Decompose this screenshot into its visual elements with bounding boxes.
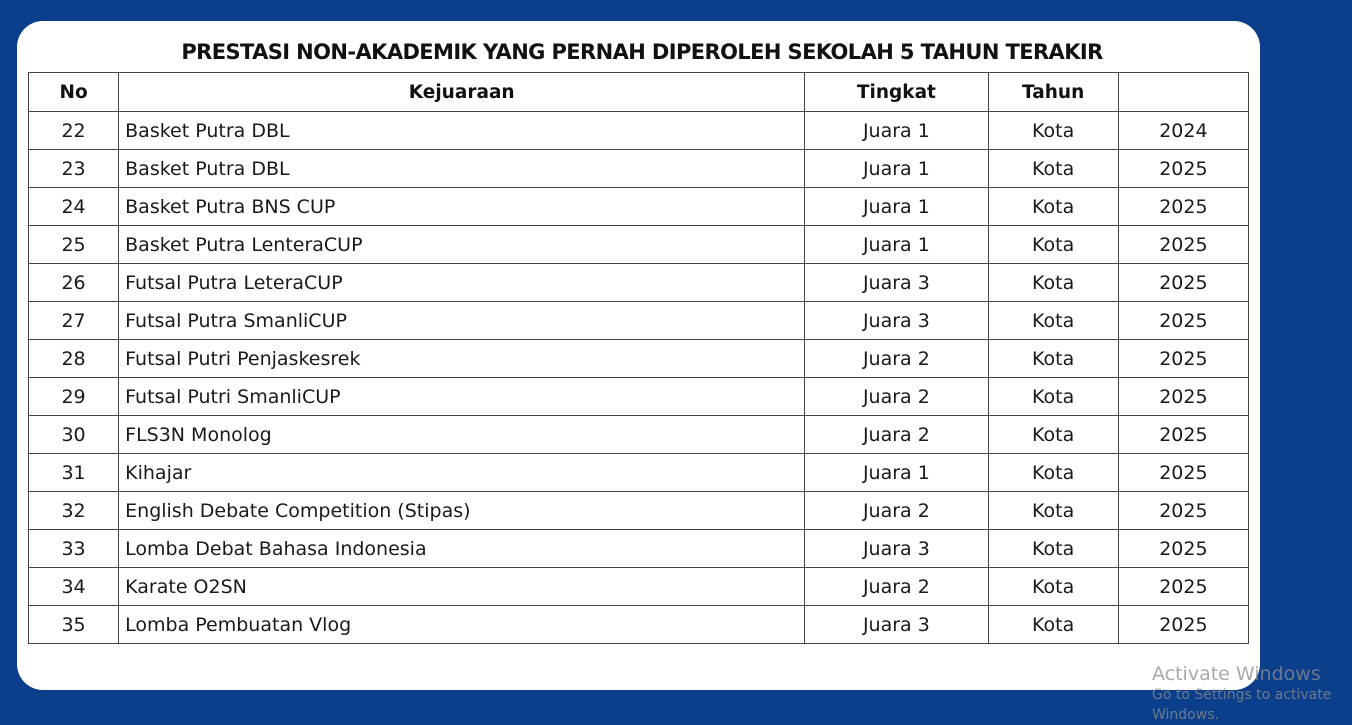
cell-tahun: 2025 (1118, 568, 1248, 606)
cell-juara: Juara 3 (805, 302, 988, 340)
cell-tahun: 2025 (1118, 340, 1248, 378)
cell-tahun: 2025 (1118, 188, 1248, 226)
cell-no: 28 (29, 340, 119, 378)
cell-juara: Juara 2 (805, 568, 988, 606)
cell-kejuaraan: English Debate Competition (Stipas) (119, 492, 805, 530)
cell-kejuaraan: Basket Putra LenteraCUP (119, 226, 805, 264)
cell-tingkat: Kota (988, 112, 1118, 150)
cell-no: 23 (29, 150, 119, 188)
cell-tingkat: Kota (988, 530, 1118, 568)
document-card (17, 21, 1332, 723)
cell-kejuaraan: Futsal Putra SmanliCUP (119, 302, 805, 340)
table-row (29, 606, 1249, 644)
cell-kejuaraan: Futsal Putri Penjaskesrek (119, 340, 805, 378)
cell-no: 22 (29, 112, 119, 150)
cell-no: 26 (29, 264, 119, 302)
cell-juara: Juara 1 (805, 226, 988, 264)
cell-tahun: 2025 (1118, 492, 1248, 530)
table-row (29, 530, 1249, 568)
cell-tingkat: Kota (988, 492, 1118, 530)
cell-tahun: 2025 (1118, 264, 1248, 302)
cell-tingkat: Kota (988, 416, 1118, 454)
table-row (29, 302, 1249, 340)
header-kejuaraan: Kejuaraan (119, 73, 805, 112)
cell-tahun: 2025 (1118, 378, 1248, 416)
table-row (29, 112, 1249, 150)
cell-tingkat: Kota (988, 606, 1118, 644)
cell-tahun: 2025 (1118, 226, 1248, 264)
cell-no: 24 (29, 188, 119, 226)
cell-no: 31 (29, 454, 119, 492)
table-row (29, 150, 1249, 188)
cell-tingkat: Kota (988, 378, 1118, 416)
cell-juara: Juara 2 (805, 492, 988, 530)
cell-tingkat: Kota (988, 340, 1118, 378)
cell-kejuaraan: Futsal Putra LeteraCUP (119, 264, 805, 302)
cell-juara: Juara 2 (805, 340, 988, 378)
table-row (29, 492, 1249, 530)
header-tingkat: Tingkat (805, 73, 988, 112)
cell-no: 32 (29, 492, 119, 530)
windows-activation-watermark (1152, 663, 1352, 725)
watermark-line1: Activate Windows (1152, 663, 1321, 685)
cell-tahun: 2025 (1118, 150, 1248, 188)
cell-no: 29 (29, 378, 119, 416)
watermark-line2: Go to Settings to activate Windows. (1152, 687, 1332, 723)
cell-tahun: 2025 (1118, 302, 1248, 340)
cell-tahun: 2025 (1118, 454, 1248, 492)
cell-kejuaraan: Kihajar (119, 454, 805, 492)
cell-no: 27 (29, 302, 119, 340)
cell-tingkat: Kota (988, 264, 1118, 302)
cell-tahun: 2024 (1118, 112, 1248, 150)
cell-no: 34 (29, 568, 119, 606)
cell-juara: Juara 1 (805, 112, 988, 150)
cell-juara: Juara 3 (805, 530, 988, 568)
cell-no: 33 (29, 530, 119, 568)
header-no: No (29, 73, 119, 112)
table-row (29, 416, 1249, 454)
cell-juara: Juara 1 (805, 454, 988, 492)
cell-tahun: 2025 (1118, 606, 1248, 644)
cell-juara: Juara 1 (805, 150, 988, 188)
cell-juara: Juara 2 (805, 378, 988, 416)
cell-kejuaraan: Futsal Putri SmanliCUP (119, 378, 805, 416)
achievement-table (28, 72, 1249, 644)
cell-juara: Juara 1 (805, 188, 988, 226)
cell-juara: Juara 3 (805, 606, 988, 644)
cell-tahun: 2025 (1118, 530, 1248, 568)
table-row (29, 568, 1249, 606)
cell-tingkat: Kota (988, 454, 1118, 492)
cell-tingkat: Kota (988, 150, 1118, 188)
cell-kejuaraan: FLS3N Monolog (119, 416, 805, 454)
cell-juara: Juara 3 (805, 264, 988, 302)
cell-no: 30 (29, 416, 119, 454)
table-row (29, 188, 1249, 226)
cell-juara: Juara 2 (805, 416, 988, 454)
cell-kejuaraan: Basket Putra DBL (119, 112, 805, 150)
cell-kejuaraan: Basket Putra BNS CUP (119, 188, 805, 226)
cell-no: 35 (29, 606, 119, 644)
cell-tingkat: Kota (988, 568, 1118, 606)
cell-kejuaraan: Lomba Debat Bahasa Indonesia (119, 530, 805, 568)
cell-tingkat: Kota (988, 302, 1118, 340)
cell-kejuaraan: Basket Putra DBL (119, 150, 805, 188)
table-row (29, 264, 1249, 302)
header-tahun: Tahun (988, 73, 1118, 112)
cell-tingkat: Kota (988, 226, 1118, 264)
table-row (29, 226, 1249, 264)
cell-no: 25 (29, 226, 119, 264)
table-row (29, 378, 1249, 416)
table-header-row (29, 73, 1249, 112)
header-extra (1118, 73, 1248, 112)
table-row (29, 340, 1249, 378)
cell-tingkat: Kota (988, 188, 1118, 226)
table-row (29, 454, 1249, 492)
cell-kejuaraan: Lomba Pembuatan Vlog (119, 606, 805, 644)
cell-kejuaraan: Karate O2SN (119, 568, 805, 606)
cell-tahun: 2025 (1118, 416, 1248, 454)
page-title: PRESTASI NON-AKADEMIK YANG PERNAH DIPEROLEH SEKOLAH 5 TAHUN TERAKIR (181, 40, 1103, 64)
